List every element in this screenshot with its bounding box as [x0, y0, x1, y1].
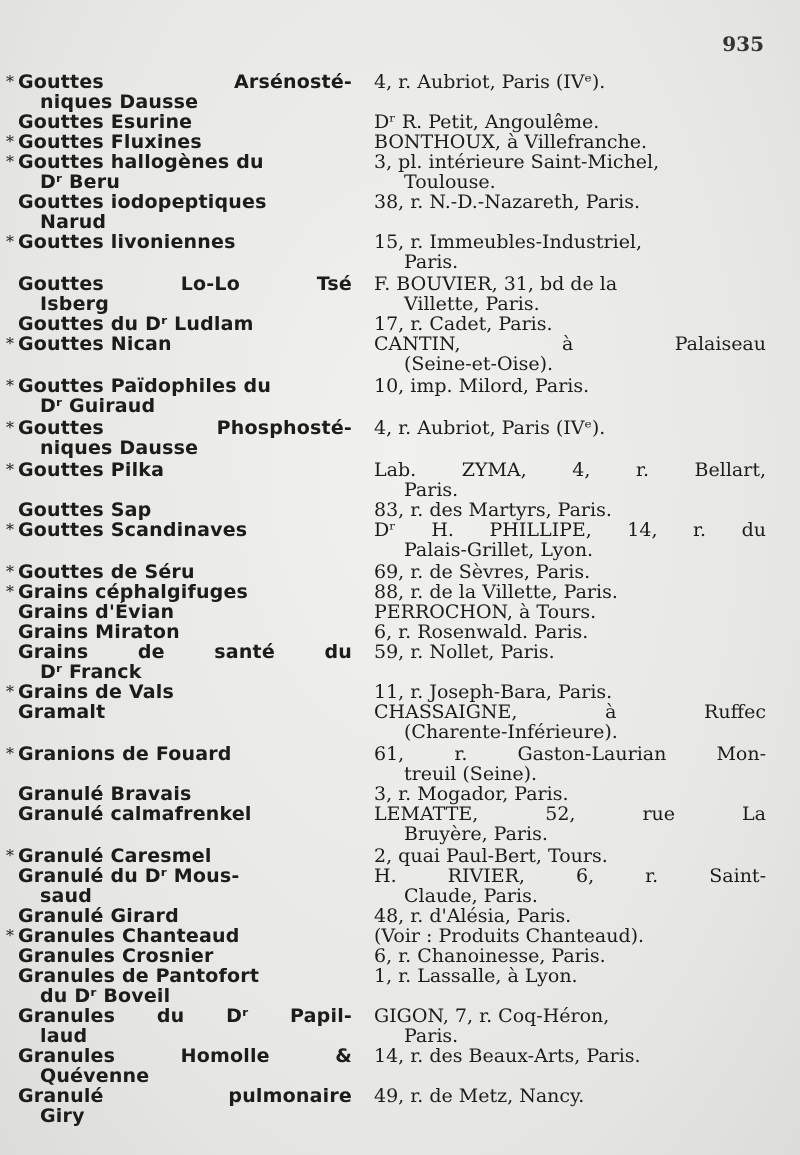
supplier-address: [374, 72, 766, 92]
product-name-line: Dʳ Franck: [40, 661, 142, 683]
product-name-line: Gouttes iodopeptiques: [18, 191, 267, 213]
supplier-address-line: 6, r. Rosenwald. Paris.: [374, 621, 589, 643]
product-name-line: Gouttes hallogènes du: [18, 151, 264, 173]
product-name: [4, 1006, 352, 1046]
product-name-line: Narud: [40, 211, 107, 233]
product-name-line: Gouttes du Dʳ Ludlam: [18, 313, 254, 335]
supplier-address-line: 4, r. Aubriot, Paris (IVᵉ).: [374, 417, 606, 439]
asterisk-marker: *: [6, 232, 15, 251]
product-name: [4, 152, 352, 192]
supplier-address: [374, 682, 766, 702]
supplier-address: [374, 966, 766, 986]
product-name-line: Granulé du Dʳ Mous-: [18, 865, 240, 887]
supplier-address: [374, 622, 766, 642]
supplier-address-line: Lab. ZYMA, 4, r. Bellart,: [374, 459, 766, 481]
supplier-address-line: LEMATTE, 52, rue La: [374, 803, 766, 825]
supplier-address-line: 83, r. des Martyrs, Paris.: [374, 499, 612, 521]
catalog-entry: [4, 602, 794, 622]
product-name: [4, 112, 352, 132]
supplier-address: [374, 1006, 766, 1046]
product-name-line: Gouttes Sap: [18, 499, 152, 521]
supplier-address: [374, 946, 766, 966]
product-name-line: Granules de Pantofort: [18, 965, 260, 987]
asterisk-marker: *: [6, 72, 15, 91]
supplier-address-line: Dʳ R. Petit, Angoulême.: [374, 111, 600, 133]
product-name: [4, 460, 352, 480]
product-name: [4, 784, 352, 804]
product-name: [4, 562, 352, 582]
product-name-line: Granulé Caresmel: [18, 845, 212, 867]
supplier-address-line: BONTHOUX, à Villefranche.: [374, 131, 648, 153]
product-name-line: Grains céphalgifuges: [18, 581, 249, 603]
product-name-line: Granules Homolle &: [18, 1045, 352, 1067]
product-name-line: Gouttes Esurine: [18, 111, 193, 133]
page-number: 935: [722, 32, 764, 56]
catalog-entry: [4, 500, 794, 520]
product-name: [4, 314, 352, 334]
supplier-address: [374, 232, 766, 272]
supplier-address-line: 11, r. Joseph-Bara, Paris.: [374, 681, 613, 703]
supplier-address-line: 69, r. de Sèvres, Paris.: [374, 561, 591, 583]
product-name: [4, 274, 352, 314]
catalog-entry: [4, 112, 794, 132]
supplier-address: [374, 500, 766, 520]
catalog-entry: [4, 1086, 794, 1126]
product-name: [4, 642, 352, 682]
product-name-line: Granules du Dʳ Papil-: [18, 1005, 352, 1027]
asterisk-marker: *: [6, 846, 15, 865]
product-name: [4, 622, 352, 642]
product-name: [4, 232, 352, 252]
supplier-address: [374, 1046, 766, 1066]
supplier-address: [374, 1086, 766, 1106]
supplier-address-line: Dʳ H. PHILLIPE, 14, r. du: [374, 519, 766, 541]
supplier-address: [374, 562, 766, 582]
catalog-entry: [4, 744, 794, 784]
supplier-address-line: Palais-Grillet, Lyon.: [404, 539, 594, 561]
supplier-address-line: PERROCHON, à Tours.: [374, 601, 597, 623]
catalog-entry: [4, 906, 794, 926]
supplier-address-line: H. RIVIER, 6, r. Saint-: [374, 865, 766, 887]
product-name: [4, 866, 352, 906]
supplier-address-line: Claude, Paris.: [404, 885, 538, 907]
product-name-line: Grains de santé du: [18, 641, 352, 663]
product-name-line: Gouttes Pilka: [18, 459, 165, 481]
supplier-address-line: 14, r. des Beaux-Arts, Paris.: [374, 1045, 641, 1067]
catalog-entry: [4, 418, 794, 458]
product-name: [4, 72, 352, 112]
asterisk-marker: *: [6, 460, 15, 479]
product-name-line: Dʳ Beru: [40, 171, 121, 193]
supplier-address-line: Paris.: [404, 251, 459, 273]
product-name-line: Giry: [40, 1105, 85, 1127]
product-name: [4, 906, 352, 926]
product-name-line: Gouttes Nican: [18, 333, 172, 355]
supplier-address: [374, 866, 766, 906]
supplier-address: [374, 744, 766, 784]
asterisk-marker: *: [6, 418, 15, 437]
asterisk-marker: *: [6, 926, 15, 945]
catalog-entry: [4, 804, 794, 844]
supplier-address-line: 59, r. Nollet, Paris.: [374, 641, 555, 663]
supplier-address: [374, 642, 766, 662]
catalog-entry: [4, 460, 794, 500]
asterisk-marker: *: [6, 744, 15, 763]
supplier-address: [374, 274, 766, 314]
product-name: [4, 946, 352, 966]
supplier-address-line: (Charente-Inférieure).: [404, 721, 618, 743]
asterisk-marker: *: [6, 152, 15, 171]
supplier-address-line: 88, r. de la Villette, Paris.: [374, 581, 618, 603]
product-name: [4, 966, 352, 1006]
product-name: [4, 582, 352, 602]
asterisk-marker: *: [6, 562, 15, 581]
catalog-entry: [4, 72, 794, 112]
supplier-address-line: Paris.: [404, 1025, 459, 1047]
supplier-address-line: 38, r. N.-D.-Nazareth, Paris.: [374, 191, 640, 213]
supplier-address-line: Bruyère, Paris.: [404, 823, 548, 845]
supplier-address: [374, 784, 766, 804]
supplier-address-line: 1, r. Lassalle, à Lyon.: [374, 965, 578, 987]
supplier-address: [374, 152, 766, 192]
product-name-line: Gouttes Lo-Lo Tsé: [18, 273, 352, 295]
supplier-address-line: CANTIN, à Palaiseau: [374, 333, 766, 355]
product-name-line: Gouttes Arsénosté-: [18, 71, 352, 93]
supplier-address: [374, 314, 766, 334]
supplier-address: [374, 582, 766, 602]
product-name: [4, 500, 352, 520]
product-name-line: saud: [40, 885, 93, 907]
product-name: [4, 926, 352, 946]
supplier-address: [374, 846, 766, 866]
catalog-entry: [4, 314, 794, 334]
product-name: [4, 1046, 352, 1086]
product-name: [4, 334, 352, 354]
product-name-line: Gouttes de Séru: [18, 561, 195, 583]
product-name-line: Grains d'Évian: [18, 601, 175, 623]
product-name: [4, 744, 352, 764]
product-name-line: niques Dausse: [40, 437, 199, 459]
asterisk-marker: *: [6, 132, 15, 151]
supplier-address-line: GIGON, 7, r. Coq-Héron,: [374, 1005, 610, 1027]
product-name: [4, 846, 352, 866]
supplier-address: [374, 376, 766, 396]
product-name-line: Grains Miraton: [18, 621, 180, 643]
catalog-entry: [4, 642, 794, 682]
product-name-line: Granules Chanteaud: [18, 925, 240, 947]
catalog-entry: [4, 622, 794, 642]
supplier-address-line: 3, pl. intérieure Saint-Michel,: [374, 151, 660, 173]
product-name-line: Granules Crosnier: [18, 945, 214, 967]
product-name-line: Grains de Vals: [18, 681, 174, 703]
catalog-entry: [4, 192, 794, 232]
supplier-address: [374, 112, 766, 132]
catalog-entry: [4, 1046, 794, 1086]
supplier-address-line: CHASSAIGNE, à Ruffec: [374, 701, 766, 723]
asterisk-marker: *: [6, 520, 15, 539]
product-name: [4, 602, 352, 622]
supplier-address-line: Villette, Paris.: [404, 293, 540, 315]
product-name-line: Granulé Bravais: [18, 783, 192, 805]
catalog-entry: [4, 926, 794, 946]
entries-list: [4, 72, 794, 1126]
catalog-entry: [4, 152, 794, 192]
catalog-entry: [4, 132, 794, 152]
supplier-address-line: 15, r. Immeubles-Industriel,: [374, 231, 643, 253]
supplier-address: [374, 460, 766, 500]
supplier-address-line: 49, r. de Metz, Nancy.: [374, 1085, 585, 1107]
supplier-address-line: (Seine-et-Oise).: [404, 353, 554, 375]
product-name-line: Gouttes livoniennes: [18, 231, 236, 253]
supplier-address-line: Paris.: [404, 479, 459, 501]
catalog-entry: [4, 866, 794, 906]
product-name-line: Gouttes Scandinaves: [18, 519, 248, 541]
catalog-entry: [4, 946, 794, 966]
product-name-line: Gouttes Païdophiles du: [18, 375, 272, 397]
product-name: [4, 682, 352, 702]
supplier-address-line: 48, r. d'Alésia, Paris.: [374, 905, 572, 927]
product-name: [4, 702, 352, 722]
product-name-line: Gouttes Fluxines: [18, 131, 202, 153]
product-name-line: du Dʳ Boveil: [40, 985, 171, 1007]
asterisk-marker: *: [6, 682, 15, 701]
asterisk-marker: *: [6, 582, 15, 601]
product-name-line: Quévenne: [40, 1065, 150, 1087]
product-name: [4, 1086, 352, 1126]
supplier-address: [374, 906, 766, 926]
product-name: [4, 192, 352, 232]
supplier-address: [374, 926, 766, 946]
asterisk-marker: *: [6, 334, 15, 353]
supplier-address-line: 6, r. Chanoinesse, Paris.: [374, 945, 606, 967]
product-name-line: niques Dausse: [40, 91, 199, 113]
catalog-entry: [4, 274, 794, 314]
catalog-entry: [4, 232, 794, 272]
supplier-address-line: 4, r. Aubriot, Paris (IVᵉ).: [374, 71, 606, 93]
product-name-line: Isberg: [40, 293, 110, 315]
supplier-address: [374, 702, 766, 742]
supplier-address-line: 10, imp. Milord, Paris.: [374, 375, 590, 397]
product-name: [4, 520, 352, 540]
supplier-address-line: treuil (Seine).: [404, 763, 538, 785]
product-name-line: Granulé Girard: [18, 905, 179, 927]
product-name: [4, 418, 352, 458]
supplier-address: [374, 192, 766, 212]
catalog-entry: [4, 784, 794, 804]
catalog-entry: [4, 582, 794, 602]
product-name-line: Granions de Fouard: [18, 743, 232, 765]
product-name-line: Granulé pulmonaire: [18, 1085, 352, 1107]
product-name: [4, 376, 352, 416]
supplier-address-line: 17, r. Cadet, Paris.: [374, 313, 553, 335]
supplier-address: [374, 804, 766, 844]
supplier-address-line: 2, quai Paul-Bert, Tours.: [374, 845, 608, 867]
catalog-entry: [4, 1006, 794, 1046]
catalog-entry: [4, 846, 794, 866]
supplier-address: [374, 418, 766, 438]
catalog-entry: [4, 520, 794, 560]
asterisk-marker: *: [6, 376, 15, 395]
catalog-entry: [4, 682, 794, 702]
supplier-address-line: 3, r. Mogador, Paris.: [374, 783, 569, 805]
product-name-line: laud: [40, 1025, 88, 1047]
product-name: [4, 804, 352, 824]
catalog-entry: [4, 562, 794, 582]
product-name-line: Dʳ Guiraud: [40, 395, 156, 417]
supplier-address-line: (Voir : Produits Chanteaud).: [374, 925, 645, 947]
product-name-line: Gramalt: [18, 701, 106, 723]
supplier-address-line: Toulouse.: [404, 171, 496, 193]
product-name-line: Granulé calmafrenkel: [18, 803, 252, 825]
supplier-address: [374, 602, 766, 622]
supplier-address: [374, 334, 766, 374]
catalog-entry: [4, 966, 794, 1006]
product-name-line: Gouttes Phosphosté-: [18, 417, 352, 439]
catalog-entry: [4, 376, 794, 416]
product-name: [4, 132, 352, 152]
supplier-address-line: F. BOUVIER, 31, bd de la: [374, 273, 618, 295]
supplier-address-line: 61, r. Gaston-Laurian Mon-: [374, 743, 766, 765]
supplier-address: [374, 132, 766, 152]
catalog-entry: [4, 702, 794, 742]
supplier-address: [374, 520, 766, 560]
catalog-entry: [4, 334, 794, 374]
